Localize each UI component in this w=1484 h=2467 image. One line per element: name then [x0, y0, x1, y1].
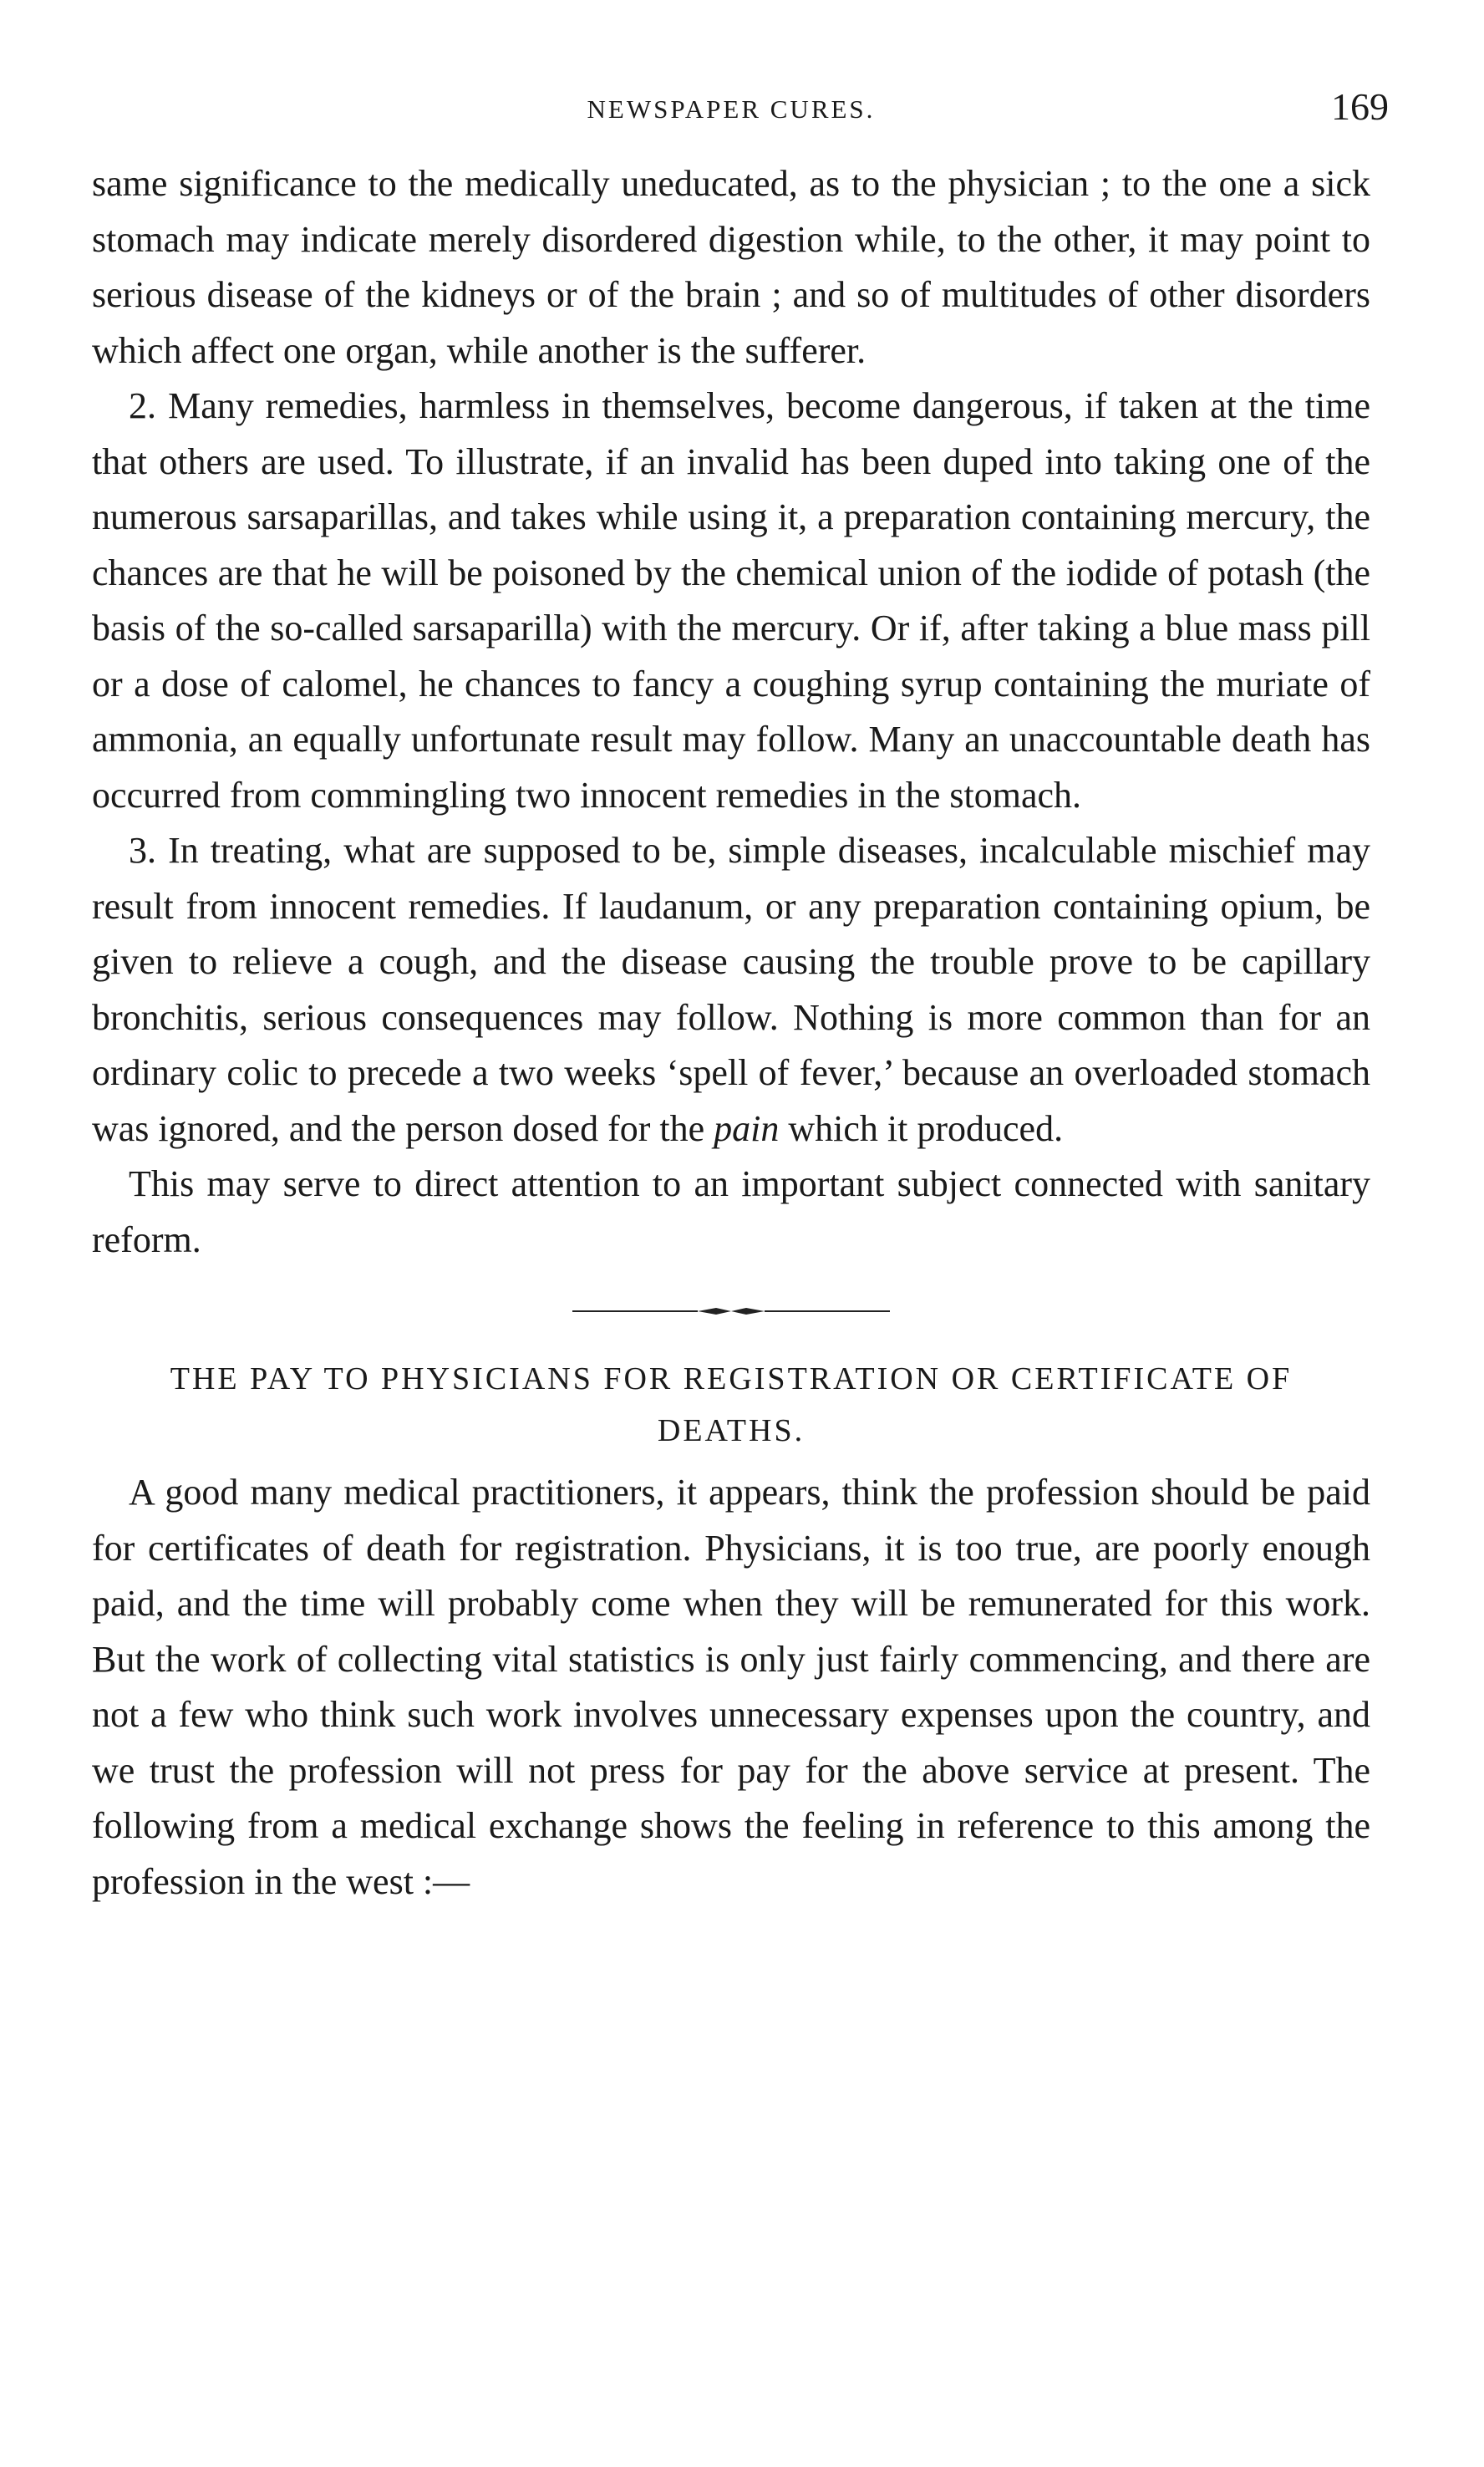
italic-word: pain	[714, 1107, 780, 1149]
running-title: NEWSPAPER CURES.	[587, 94, 876, 124]
section-heading: THE PAY TO PHYSICIANS FOR REGISTRATION OR CERTIFICATE OF DEATHS.	[170, 1361, 1293, 1448]
paragraph-point-2: 2. Many remedies, harmless in themselves, become dangerous, if taken at the time that others are used. To illustrate, if an invalid has been duped into taking one of the numerous sarsaparillas, and takes while using it, a preparation containing mercury, the chances are that he will be poisoned by the chemical union of the iodide of potash (the basis of the so-called sarsaparilla) with the mercury. Or if, after taking a blue mass pill or a dose of calomel, he chances to fancy a coughing syrup containing the muriate of ammonia, an equally unfortunate result may follow. Many an unaccountable death has occurred from commingling two innocent remedies in the stomach.	[92, 385, 1370, 816]
book-page	[92, 79, 1389, 1910]
paragraph-continued: same significance to the medically uneducated, as to the physician ; to the one a sick stomach may indicate merely disordered digestion while, to the other, it may point to serious disease of the kidneys or of the brain ; and so of multitudes of other disorders which affect one organ, while another is the sufferer.	[92, 163, 1370, 371]
page-number: 169	[1331, 85, 1389, 128]
running-head	[92, 79, 1389, 138]
paragraph-point-3-text: 3. In treating, what are supposed to be, simple diseases, incalculable mischief may result from innocent remedies. If laudanum, or any preparation containing opium, be given to relieve a cough, and the disease causing the trouble prove to be capillary bronchitis, serious consequences may follow. Nothing is more common than for an ordinary colic to precede a two weeks ‘spell of fever,’ because an overloaded stomach was ignored, and the person dosed for the	[92, 830, 1370, 1149]
paragraph-closing: This may serve to direct attention to an important subject connected with sanitary reform.	[92, 1163, 1370, 1260]
paragraph-point-3-end: which it produced.	[779, 1107, 1064, 1149]
section-divider-ornament	[572, 1305, 890, 1318]
paragraph-point-3	[92, 823, 1370, 1157]
section-body-paragraph: A good many medical practitioners, it appears, think the profession should be paid for certificates of death for registration. Physicians, it is too true, are poorly enough paid, and the time will probably come when they will be remunerated for this work. But the work of collecting vital statistics is only just fairly commencing, and there are not a few who think such work involves unnecessary expenses upon the country, and we trust the profession will not press for pay for the above service at present. The following from a medical exchange shows the feeling in reference to this among the profession in the west :—	[92, 1472, 1370, 1902]
